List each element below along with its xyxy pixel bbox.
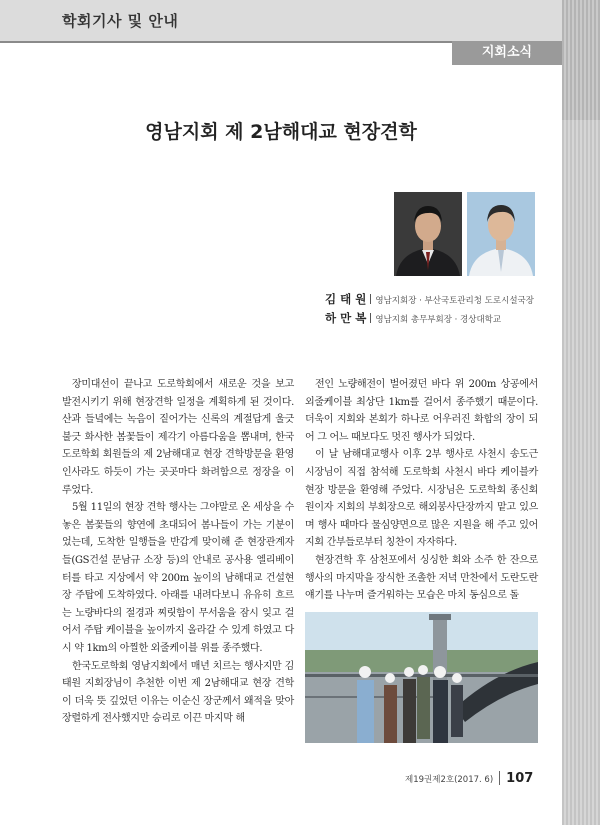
body-column-left — [62, 376, 294, 728]
article-title: 영남지회 제 2남해대교 현장견학 — [145, 121, 417, 143]
body-paragraph: 이 날 남해대교행사 이후 2부 행사로 사천시 송도근 시장님이 직접 참석해 도로학회 사천시 바다 케이블카 현장 방문을 환영해 주었다. 시장님은 도로학회 종신회원이자 지회의 부회장으로 해외봉사단장까지 맡고 있으며 행사 때마다 물심양면으로 많은 지원을 해 주고 있어 지회 간부들로부터 칭찬이 자자하다. — [305, 449, 538, 549]
author-photo-1 — [394, 192, 462, 276]
page-footer — [405, 767, 533, 786]
body-paragraph: 한국도로학회 영남지회에서 매년 치르는 행사지만 김태원 지회장님이 추천한 이번 제 2남해대교 현장 견학이 더욱 뜻 깊었던 이유는 이순신 장군께서 왜적을 맞아 장렬하게 전사했지만 승리로 이끈 마지막 해 — [62, 660, 294, 725]
subsection-tab — [452, 41, 562, 65]
author-photo-2 — [467, 192, 535, 276]
section-header — [0, 0, 562, 41]
body-paragraph: 전인 노량해전이 벌어졌던 바다 위 200m 상공에서 외줄케이블 최상단 1km를 걸어서 종주했기 때문이다. 더욱이 지회와 본회가 하나로 어우러진 화합의 장이 되어 그 어느 때보다도 멋진 행사가 되었다. — [305, 379, 538, 443]
decorative-stripe-top — [562, 0, 600, 120]
page-number: 107 — [506, 771, 534, 786]
body-paragraph: 5월 11일의 현장 견학 행사는 그야말로 온 세상을 수놓은 봄꽃들의 향연에 초대되어 봄나들이 가는 기분이었는데, 도착한 일행들을 반갑게 맞이해 준 현장관계자들(GS건설 문남규 소장 등)의 안내로 공사용 엘리베이터를 타고 지상에서 약 200m 높이의 남해대교 건설현장 주탑에 도착하였다. 아래를 내려다보니 유유히 흐르는 노량바다의 절경과 찌릿함이 무서움을 잠시 잊고 걸어서 주탑 케이블을 높이까지 올라갈 수 있게 하였고 다시 약 1km의 아찔한 외줄케이블 위를 종주했다. — [62, 502, 294, 654]
decorative-stripe — [562, 0, 600, 825]
author-name: 김 태 원 — [325, 292, 367, 306]
body-column-right — [305, 376, 538, 605]
event-photo — [305, 612, 538, 743]
author-row — [325, 310, 534, 329]
divider — [370, 313, 371, 323]
author-row — [325, 291, 534, 310]
author-affiliation: 영남지회장 · 부산국토관리청 도로시설국장 — [375, 296, 534, 306]
body-paragraph: 현장견학 후 삼천포에서 싱싱한 회와 소주 한 잔으로 행사의 마지막을 장식한 조촐한 저녁 만찬에서 도란도란 얘기를 나누며 즐거워하는 모습은 마치 동심으로 돌 — [305, 554, 538, 602]
divider — [370, 294, 371, 304]
author-block — [325, 291, 534, 329]
body-paragraph: 장미대선이 끝나고 도로학회에서 새로운 것을 보고 발전시키기 위해 현장견학 일정을 계획하게 된 것이다. 산과 들녘에는 녹음이 짙어가는 신록의 계절답게 울긋불긋 화사한 봄꽃들이 제각기 아름다움을 뽐내며, 한국도로학회 회원들의 제 2남해대교 현장 견학방문을 환영 인사라도 하듯이 가는 곳곳마다 화려함으로 정장을 이루었다. — [62, 379, 294, 496]
author-name: 하 만 복 — [325, 311, 367, 325]
author-affiliation: 영남지회 총무부회장 · 경상대학교 — [375, 315, 502, 325]
footer-divider — [499, 771, 500, 785]
subsection-label: 지회소식 — [481, 45, 533, 60]
issue-info: 제19권제2호(2017. 6) — [405, 775, 494, 785]
section-title: 학회기사 및 안내 — [62, 12, 179, 30]
